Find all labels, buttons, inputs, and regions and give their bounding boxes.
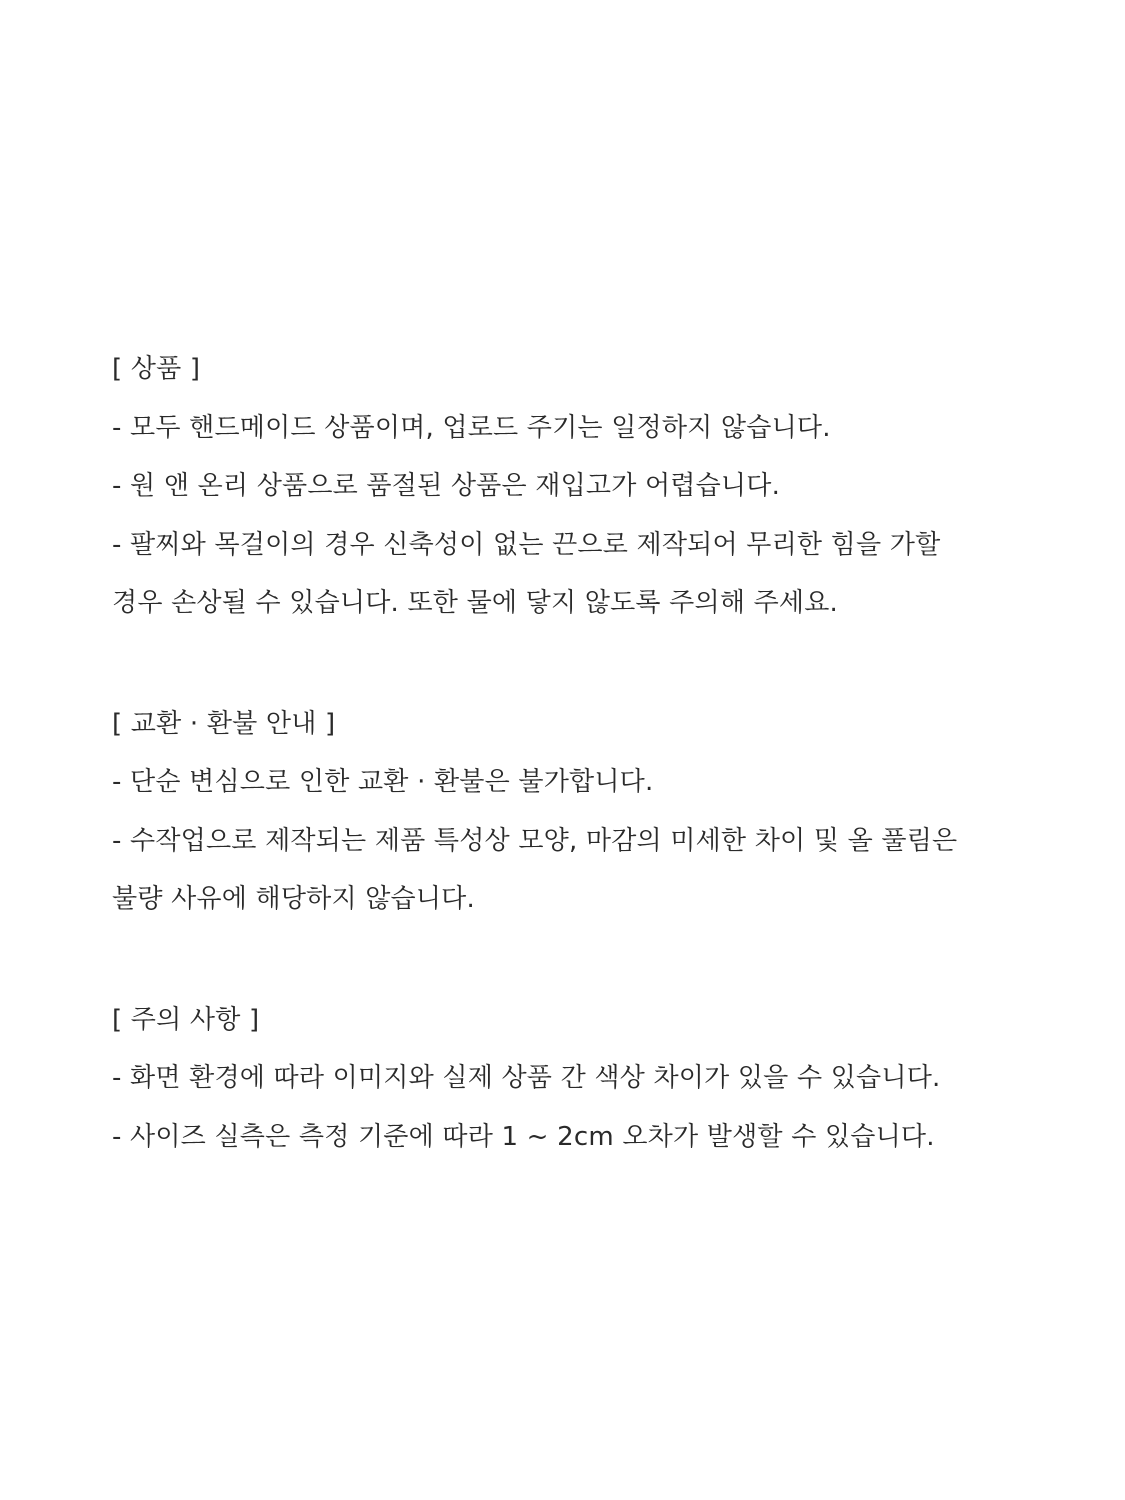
notice-line: 경우 손상될 수 있습니다. 또한 물에 닿지 않도록 주의해 주세요. — [112, 588, 839, 618]
notice-line: - 화면 환경에 따라 이미지와 실제 상품 간 색상 차이가 있을 수 있습니다. — [112, 1063, 941, 1093]
section-caution — [112, 991, 1072, 1167]
section-heading: [ 상품 ] — [112, 354, 201, 384]
notice-line: - 사이즈 실측은 측정 기준에 따라 1 ~ 2cm 오차가 발생할 수 있습니다. — [112, 1121, 935, 1152]
section-heading: [ 주의 사항 ] — [112, 1004, 260, 1035]
notice-line: - 원 앤 온리 상품으로 품절된 상품은 재입고가 어렵습니다. — [112, 471, 781, 501]
notice-line: - 수작업으로 제작되는 제품 특성상 모양, 마감의 미세한 차이 및 올 풀림은 — [112, 825, 958, 856]
notice-line: - 단순 변심으로 인한 교환 · 환불은 불가합니다. — [112, 767, 654, 797]
section-heading: [ 교환 · 환불 안내 ] — [112, 708, 336, 739]
notice-line: 불량 사유에 해당하지 않습니다. — [112, 884, 475, 914]
section-product — [112, 340, 1072, 633]
section-exchange-refund — [112, 695, 1072, 929]
notice-line: - 팔찌와 목걸이의 경우 신축성이 없는 끈으로 제작되어 무리한 힘을 가할 — [112, 529, 941, 560]
notice-line: - 모두 핸드메이드 상품이며, 업로드 주기는 일정하지 않습니다. — [112, 412, 831, 443]
notice-document — [112, 340, 1072, 1228]
